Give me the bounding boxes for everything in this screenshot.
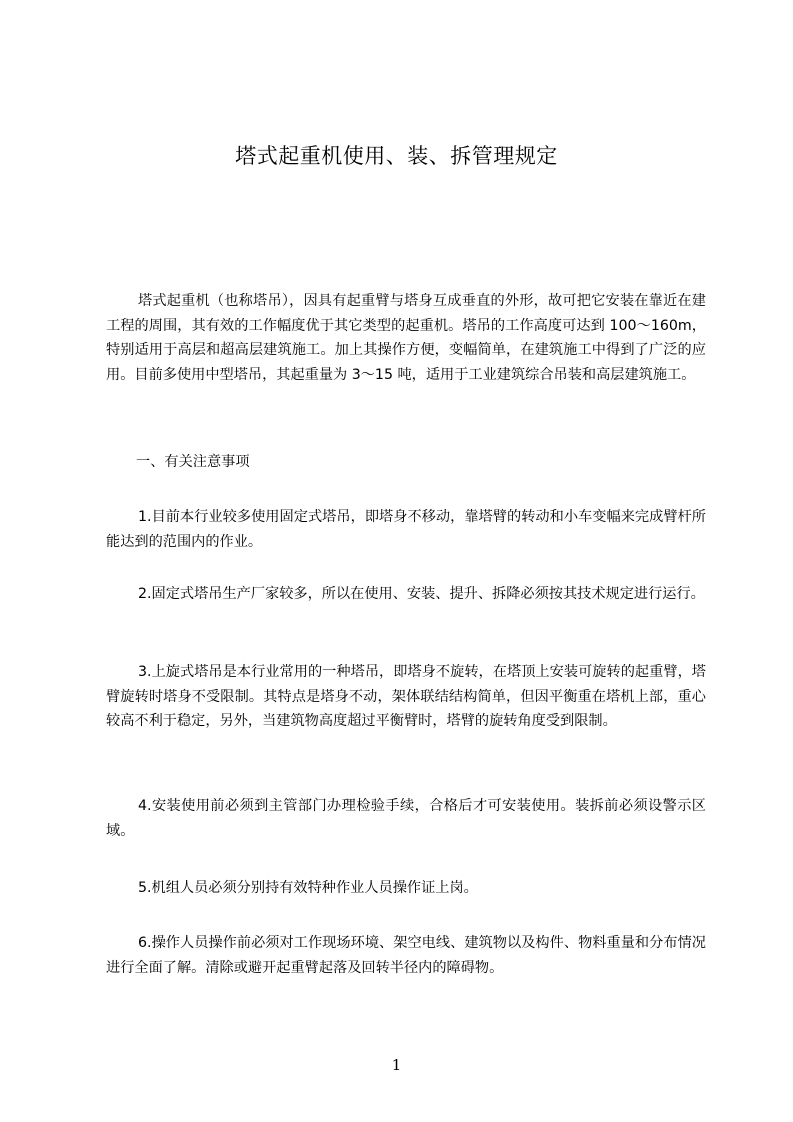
list-item: 5.机组人员必须分别持有效特种作业人员操作证上岗。 — [138, 880, 478, 896]
list-item: 6.操作人员操作前必须对工作现场环境、架空电线、建筑物以及构件、物料重量和分布情况进行全面了解。清除或避开起重臂起落及回转半径内的障碍物。 — [106, 935, 706, 976]
document-title: 塔式起重机使用、装、拆管理规定 — [235, 144, 558, 168]
list-item: 1.目前本行业较多使用固定式塔吊，即塔身不移动，靠塔臂的转动和小车变幅来完成臂杆所能达到的范围内的作业。 — [106, 509, 706, 550]
list-item: 4.安装使用前必须到主管部门办理检验手续，合格后才可安装使用。装拆前必须设警示区域。 — [106, 798, 706, 839]
list-item: 2.固定式塔吊生产厂家较多，所以在使用、安装、提升、拆降必须按其技术规定进行运行。 — [138, 586, 705, 602]
page-number: 1 — [391, 1056, 402, 1074]
section-heading: 一、有关注意事项 — [136, 454, 250, 470]
intro-paragraph: 塔式起重机（也称塔吊），因具有起重臂与塔身互成垂直的外形，故可把它安装在靠近在建工程的周围，其有效的工作幅度优于其它类型的起重机。塔吊的工作高度可达到 100～160m，特别适用于高层和超高层建筑施工。加上其操作方便，变幅简单，在建筑施工中得到了广泛的应用。目前多使用中型塔吊，其起重量为 3～15 吨，适用于工业建筑综合吊装和高层建筑施工。 — [106, 293, 706, 383]
list-item: 3.上旋式塔吊是本行业常用的一种塔吊，即塔身不旋转，在塔顶上安装可旋转的起重臂，塔臂旋转时塔身不受限制。其特点是塔身不动，架体联结结构简单，但因平衡重在塔机上部，重心较高不利于稳定，另外，当建筑物高度超过平衡臂时，塔臂的旋转角度受到限制。 — [106, 664, 706, 729]
